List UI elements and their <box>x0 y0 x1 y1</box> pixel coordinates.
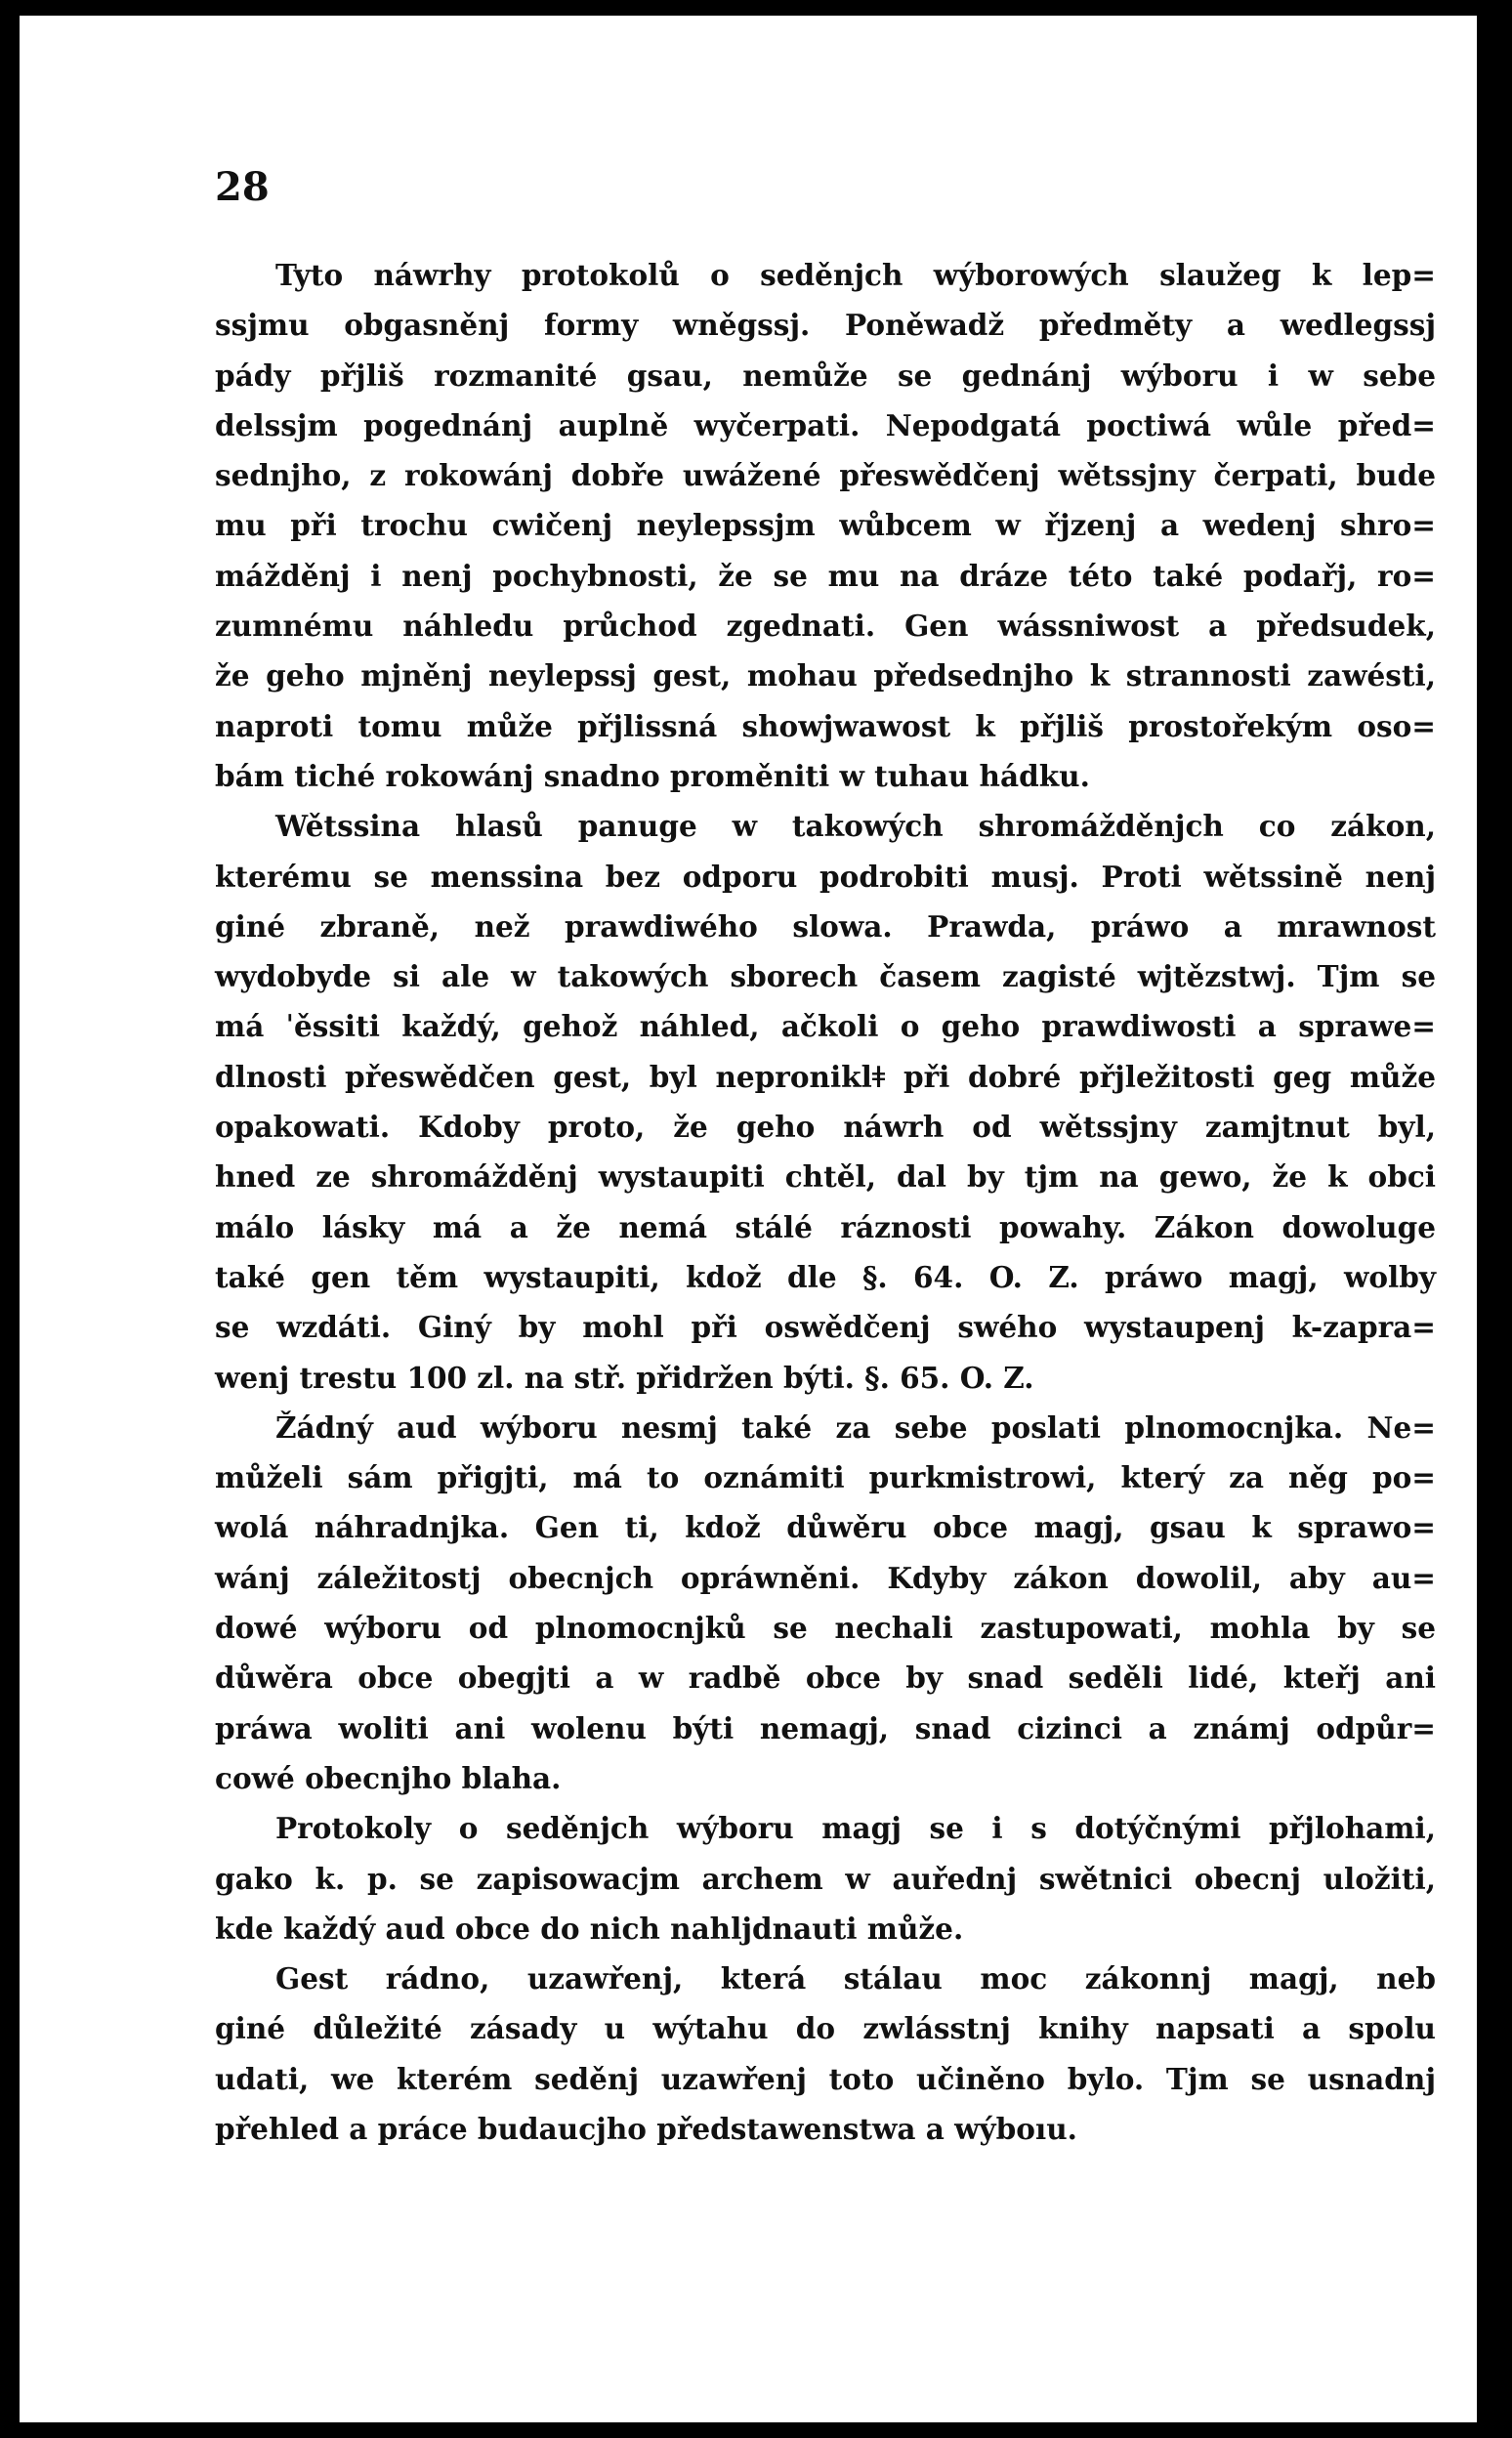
text-line: bám tiché rokowánj snadno proměniti w tuhau hádku. <box>215 758 1090 793</box>
text-line: giné zbraně, než prawdiwého slowa. Prawda, práwo a mrawnost <box>215 908 1436 944</box>
text-line: opakowati. Kdoby proto, že geho náwrh od wětssjny zamjtnut byl, <box>215 1110 1436 1145</box>
text-line: wolá náhradnjka. Gen ti, kdož důwěru obce magj, gsau k sprawo= <box>215 1510 1436 1545</box>
text-line: se wzdáti. Giný by mohl při oswědčenj swého wystaupenj k-zapra= <box>215 1310 1436 1345</box>
text-line: hned ze shromážděnj wystaupiti chtěl, dal by tjm na gewo, že k obci <box>215 1159 1436 1195</box>
text-line: pády přjliš rozmanité gsau, nemůže se gednánj wýboru i w sebe <box>215 357 1436 393</box>
paragraph <box>215 250 1436 801</box>
text-line: Protokoly o seděnjch wýboru magj se i s dotýčnými přjlohami, <box>275 1811 1436 1846</box>
text-line: Gest rádno, uzawřenj, která stálau moc zákonnj magj, neb <box>275 1961 1436 1997</box>
text-line: důwěra obce obegjti a w radbě obce by snad seděli lidé, kteřj ani <box>215 1660 1436 1696</box>
text-line: Wětssina hlasů panuge w takowých shromážděnjch co zákon, <box>275 809 1436 844</box>
text-line: gako k. p. se zapisowacjm archem w auřednj swětnici obecnj uložiti, <box>215 1861 1436 1896</box>
text-line: můželi sám přigjti, má to oznámiti purkmistrowi, který za něg po= <box>215 1460 1436 1495</box>
paragraph <box>215 1954 1436 2154</box>
text-line: má ˈěssiti každý, gehož náhled, ačkoli o geho prawdiwosti a sprawe= <box>215 1009 1436 1044</box>
text-line: ssjmu obgasněnj formy wněgssj. Poněwadž předměty a wedlegssj <box>215 308 1436 343</box>
text-line: wánj záležitostj obecnjch opráwněni. Kdyby zákon dowolil, aby au= <box>215 1560 1436 1595</box>
text-line: kterému se menssina bez odporu podrobiti musj. Proti wětssině nenj <box>215 859 1436 894</box>
paragraph <box>215 1403 1436 1803</box>
text-line: mážděnj i nenj pochybnosti, že se mu na dráze této také podařj, ro= <box>215 558 1436 593</box>
text-column <box>215 250 1436 2154</box>
paragraph <box>215 801 1436 1403</box>
text-line: naproti tomu může přjlissná showjwawost k přjliš prostořekým oso= <box>215 708 1436 743</box>
text-line: zumnému náhledu průchod zgednati. Gen wássniwost a předsudek, <box>215 609 1436 644</box>
text-line: wenj trestu 100 zl. na stř. přidržen býti. §. 65. O. Z. <box>215 1360 1034 1395</box>
page-number: 28 <box>215 164 270 210</box>
text-line: dlnosti přeswědčen gest, byl neproniklǂ při dobré přjležitosti geg může <box>215 1059 1436 1094</box>
text-line: sednjho, z rokowánj dobře uwážené přeswědčenj wětssjny čerpati, bude <box>215 458 1436 493</box>
text-line: mu při trochu cwičenj neylepssjm wůbcem w řjzenj a wedenj shro= <box>215 508 1436 543</box>
paragraph <box>215 1803 1436 1954</box>
text-line: také gen těm wystaupiti, kdož dle §. 64. O. Z. práwo magj, wolby <box>215 1259 1436 1294</box>
text-line: cowé obecnjho blaha. <box>215 1760 562 1795</box>
page <box>20 16 1477 2422</box>
text-line: Žádný aud wýboru nesmj také za sebe poslati plnomocnjka. Ne= <box>275 1409 1436 1445</box>
text-line: udati, we kterém seděnj uzawřenj toto učiněno bylo. Tjm se usnadnj <box>215 2061 1436 2096</box>
text-line: že geho mjněnj neylepssj gest, mohau předsednjho k strannosti zawésti, <box>215 658 1436 694</box>
text-line: přehled a práce budaucjho předstawenstwa a wýboıu. <box>215 2111 1077 2146</box>
text-line: Tyto náwrhy protokolů o seděnjch wýborowých slaužeg k lep= <box>275 258 1436 292</box>
text-line: málo lásky má a že nemá stálé ráznosti powahy. Zákon dowoluge <box>215 1209 1436 1244</box>
text-line: giné důležité zásady u wýtahu do zwlásstnj knihy napsati a spolu <box>215 2011 1436 2046</box>
text-line: dowé wýboru od plnomocnjků se nechali zastupowati, mohla by se <box>215 1611 1436 1646</box>
text-line: kde každý aud obce do nich nahljdnauti může. <box>215 1911 964 1946</box>
text-line: delssjm pogednánj auplně wyčerpati. Nepodgatá poctiwá wůle před= <box>215 407 1436 442</box>
text-line: práwa woliti ani wolenu býti nemagj, snad cizinci a známj odpůr= <box>215 1710 1436 1745</box>
text-line: wydobyde si ale w takowých sborech časem zagisté wjtězstwj. Tjm se <box>215 959 1436 994</box>
